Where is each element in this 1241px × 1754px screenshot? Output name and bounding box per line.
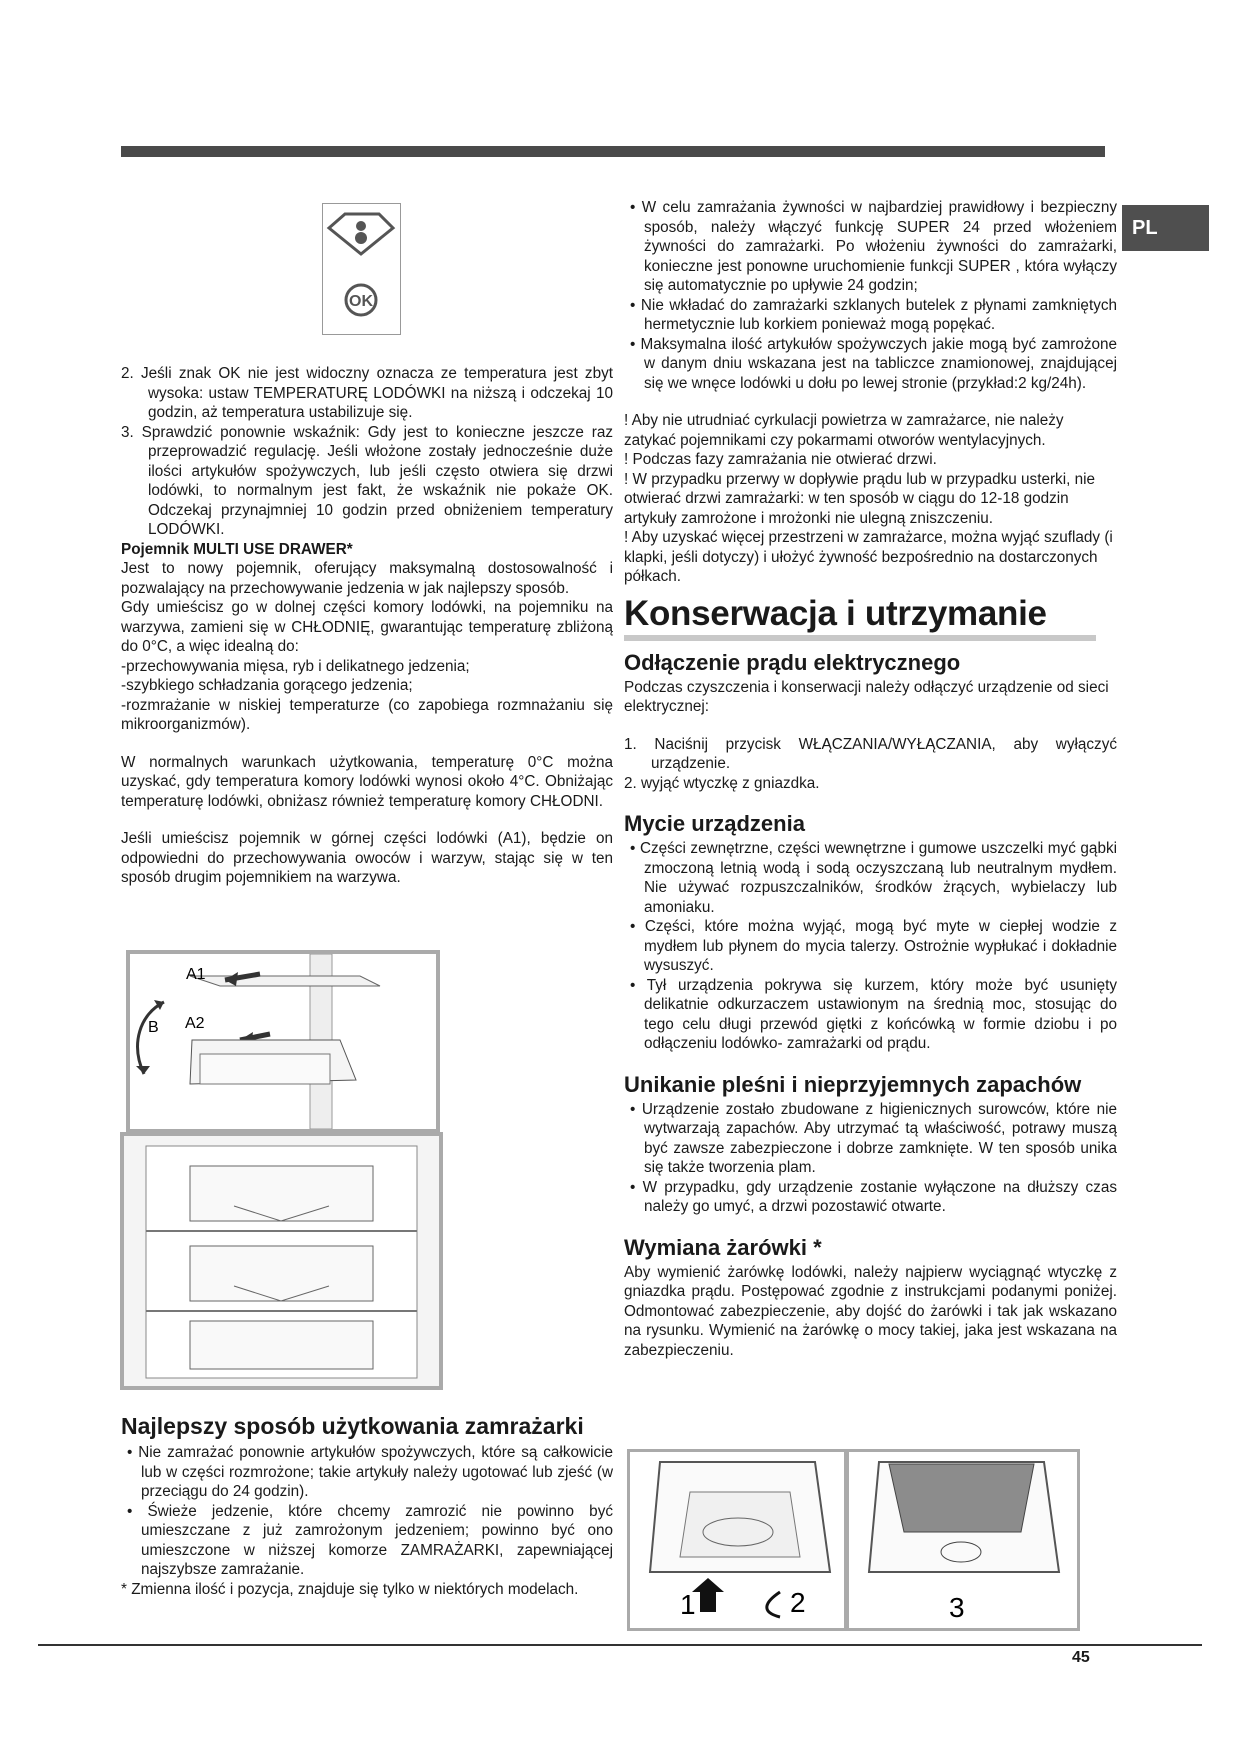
label-a2: A2 bbox=[185, 1015, 205, 1032]
freezer-tip: • Nie wkładać do zamrażarki szklanych butelek z płynami zamkniętych hermetycznie lub korkiem ponieważ mogą popękać. bbox=[630, 296, 1117, 333]
bulb-figure-2 bbox=[846, 1449, 1080, 1631]
left-column bbox=[121, 364, 613, 888]
mould-bullet: • W przypadku, gdy urządzenie zostanie wyłączone na dłuższy czas należy go umyć, a drzwi pozostawić otwarte. bbox=[630, 1178, 1117, 1215]
bulb-figure-1 bbox=[627, 1449, 847, 1631]
freezer-bullet: • Nie zamrażać ponownie artykułów spożywczych, które są całkowicie lub w części rozmrożone; takie artykuły należy ugotować lub zjeść (w przeciągu do 24 godzin). bbox=[127, 1444, 613, 1500]
freezer-drawers-figure bbox=[120, 1132, 443, 1390]
mould-bullet: • Urządzenie zostało zbudowane z higienicznych surowców, które nie wytwarzają zapachów. Aby utrzymać tą właściwość, potrawy muszą być zawsze zabezpieczone i dobrze zamknięte. W ten sposób unika się także tworzenia plam. bbox=[630, 1100, 1117, 1176]
step-3: 3. Sprawdzić ponownie wskaźnik: Gdy jest to konieczne jeszcze raz przeprowadzić regulację. Jeśli włożone zostały jednocześnie duże ilości artykułów spożywczych, lub jeśli często otwiera się drzwi lodówki, to normalnym jest fakt, że wskaźnik nie pokaże OK. Odczekaj przynajmniej 10 godzin przed obniżeniem temperatury LODÓWKI. bbox=[121, 423, 613, 538]
wash-bullet: • Części zewnętrzne, części wewnętrzne i gumowe uszczelki myć gąbki zmoczoną letnią wodą i sodą oczyszczaną lub neutralnym mydłem. Nie używać rozpuszczalników, środków żrących, wybielaczy lub amoniaku. bbox=[630, 840, 1117, 916]
bulb-text: Aby wymienić żarówkę lodówki, należy najpierw wyciągnąć wtyczkę z gniazdka prądu. Postępować zgodnie z instrukcjami podanymi poniżej. Odmontować zabezpieczenie, aby dojść do żarówki i tak jak wskazano na rysunku. Wymienić na żarówkę o mocy takiej, jaka jest wskazana na zabezpieczeniu. bbox=[624, 1263, 1117, 1359]
drawer-line: -przechowywania mięsa, ryb i delikatnego jedzenia; bbox=[121, 657, 470, 675]
normal-conditions-paragraph: W normalnych warunkach użytkowania, temperaturę 0°C można uzyskać, gdy temperatura komory lodówki wynosi około 4°C. Obniżając temperaturę lodówki, obniżasz również temperaturę komory CHŁODNI. bbox=[121, 753, 613, 810]
bulb-figure-1-svg bbox=[630, 1452, 844, 1628]
mould-title: Unikanie pleśni i nieprzyjemnych zapachów bbox=[624, 1071, 1082, 1097]
drawer-line: -rozmrażanie w niskiej temperaturze (co zapobiega rozmnażaniu się mikroorganizmów). bbox=[121, 696, 613, 733]
ok-label: OK bbox=[349, 293, 373, 310]
step-2: 2. Jeśli znak OK nie jest widoczny oznacza ze temperatura jest zbyt wysoka: ustaw TEMPERATURĘ LODÓWKI na niższą i odczekaj 10 godzin, aż temperatura ustabilizuje się. bbox=[121, 365, 613, 421]
drawer-line: -szybkiego schładzania gorącego jedzenia; bbox=[121, 677, 413, 694]
freezer-tip: • W celu zamrażania żywności w najbardziej prawidłowy i bezpieczny sposób, należy włączyć funkcję SUPER 24 przed włożeniem żywności do zamrażarki. Po włożeniu żywności do zamrażarki, konieczne jest ponowne uruchomienie funkcji SUPER , która wyłączy się automatycznie po upływie 24 godzin; bbox=[630, 199, 1117, 294]
freezer-title: Najlepszy sposób użytkowania zamrażarki bbox=[121, 1413, 584, 1439]
wash-title: Mycie urządzenia bbox=[624, 811, 805, 836]
step-1-label: 1 bbox=[680, 1589, 696, 1620]
bulb-figure-2-svg bbox=[849, 1452, 1077, 1628]
drawer-position-figure bbox=[126, 950, 440, 1133]
freezer-figure-svg bbox=[124, 1136, 439, 1386]
warning: ! Aby uzyskać więcej przestrzeni w zamrażarce, można wyjąć szuflady (i klapki, jeśli dotyczy) i ułożyć żywność bezpośrednio na dostarczonych półkach. bbox=[624, 529, 1113, 585]
ok-indicator-figure bbox=[322, 203, 401, 335]
freezer-bullet: • Świeże jedzenie, które chcemy zamrozić nie powinno być umieszczane z już zamrożonym jedzeniem; powinno być ono umieszczone w niższej komorze ZAMRAŻARKI, zapewniającej najszybsze zamrażanie. bbox=[127, 1502, 613, 1578]
power-step: 1. Naciśnij przycisk WŁĄCZANIA/WYŁĄCZANIA, aby wyłączyć urządzenie. bbox=[624, 735, 1117, 772]
language-tab: PL bbox=[1122, 205, 1209, 251]
label-b: B bbox=[148, 1019, 159, 1036]
freezer-tip: • Maksymalna ilość artykułów spożywczych jakie mogą być zamrożone w danym dniu wskazana jest na tabliczce znamionowej, znajdującej się we wnęce lodówki u dołu po lewej stronie (przykład:2 kg/24h). bbox=[630, 335, 1117, 392]
right-column bbox=[624, 198, 1117, 1360]
a1-position-paragraph: Jeśli umieścisz pojemnik w górnej części lodówki (A1), będzie on odpowiedni do przechowywania owoców i warzyw, stając się w ten sposób drugim pojemnikiem na warzywa. bbox=[121, 830, 613, 886]
wash-bullet: • Tył urządzenia pokrywa się kurzem, który może być usunięty delikatnie odkurzaczem ustawionym na średnią moc, stosując do tego celu długi przewód giętki z końcówką w formie dziobu i po odłączeniu lodówko- zamrażarki od prądu. bbox=[630, 976, 1117, 1052]
step-3-label: 3 bbox=[949, 1592, 965, 1623]
footnote: * Zmienna ilość i pozycja, znajduje się tylko w niektórych modelach. bbox=[121, 1580, 579, 1598]
power-title: Odłączenie prądu elektrycznego bbox=[624, 649, 961, 675]
section-title: Konserwacja i utrzymanie bbox=[624, 595, 1096, 641]
drawer-figure-svg bbox=[130, 954, 436, 1129]
ok-indicator-svg bbox=[323, 204, 400, 334]
warning: ! Podczas fazy zamrażania nie otwierać drzwi. bbox=[624, 451, 937, 468]
drawer-line: Gdy umieścisz go w dolnej części komory lodówki, na pojemniku na warzywa, zamieni się w CHŁODNIĘ, gwarantując temperaturę zbliżoną do 0°C, a więc idealną do: bbox=[121, 599, 613, 655]
footer-rule bbox=[38, 1644, 1202, 1646]
warning: ! Aby nie utrudniać cyrkulacji powietrza w zamrażarce, nie należy zatykać pojemnikami czy pokarmami otworów wentylacyjnych. bbox=[624, 412, 1064, 449]
label-a1: A1 bbox=[186, 966, 206, 983]
freezer-section bbox=[121, 1414, 613, 1599]
step-2-label: 2 bbox=[790, 1587, 806, 1618]
up-arrow-icon bbox=[692, 1578, 724, 1612]
drawer-title: Pojemnik MULTI USE DRAWER* bbox=[121, 540, 353, 558]
bulb-title: Wymiana żarówki * bbox=[624, 1234, 822, 1260]
drawer-line: Jest to nowy pojemnik, oferujący maksymalną dostosowalność i pozwalający na przechowywanie jedzenia w jak najlepszy sposób. bbox=[121, 560, 613, 597]
rotate-arrow-icon bbox=[767, 1592, 780, 1617]
lamp-cover-icon bbox=[889, 1464, 1034, 1532]
header-rule bbox=[121, 146, 1105, 157]
warning: ! W przypadku przerwy w dopływie prądu lub w przypadku usterki, nie otwierać drzwi zamrażarki: w ten sposób w ciągu do 12-18 godzin artykuły zamrożone i mrożonki nie ulegną zniszczeniu. bbox=[624, 470, 1096, 527]
power-step: 2. wyjąć wtyczkę z gniazdka. bbox=[624, 774, 820, 792]
power-text: Podczas czyszczenia i konserwacji należy odłączyć urządzenie od sieci elektrycznej: bbox=[624, 678, 1109, 715]
wash-bullet: • Części, które można wyjąć, mogą być myte w ciepłej wodzie z mydłem lub płynem do mycia talerzy. Ostrożnie wypłukać i dokładnie wysuszyć. bbox=[630, 918, 1117, 974]
page-number: 45 bbox=[1072, 1649, 1090, 1666]
